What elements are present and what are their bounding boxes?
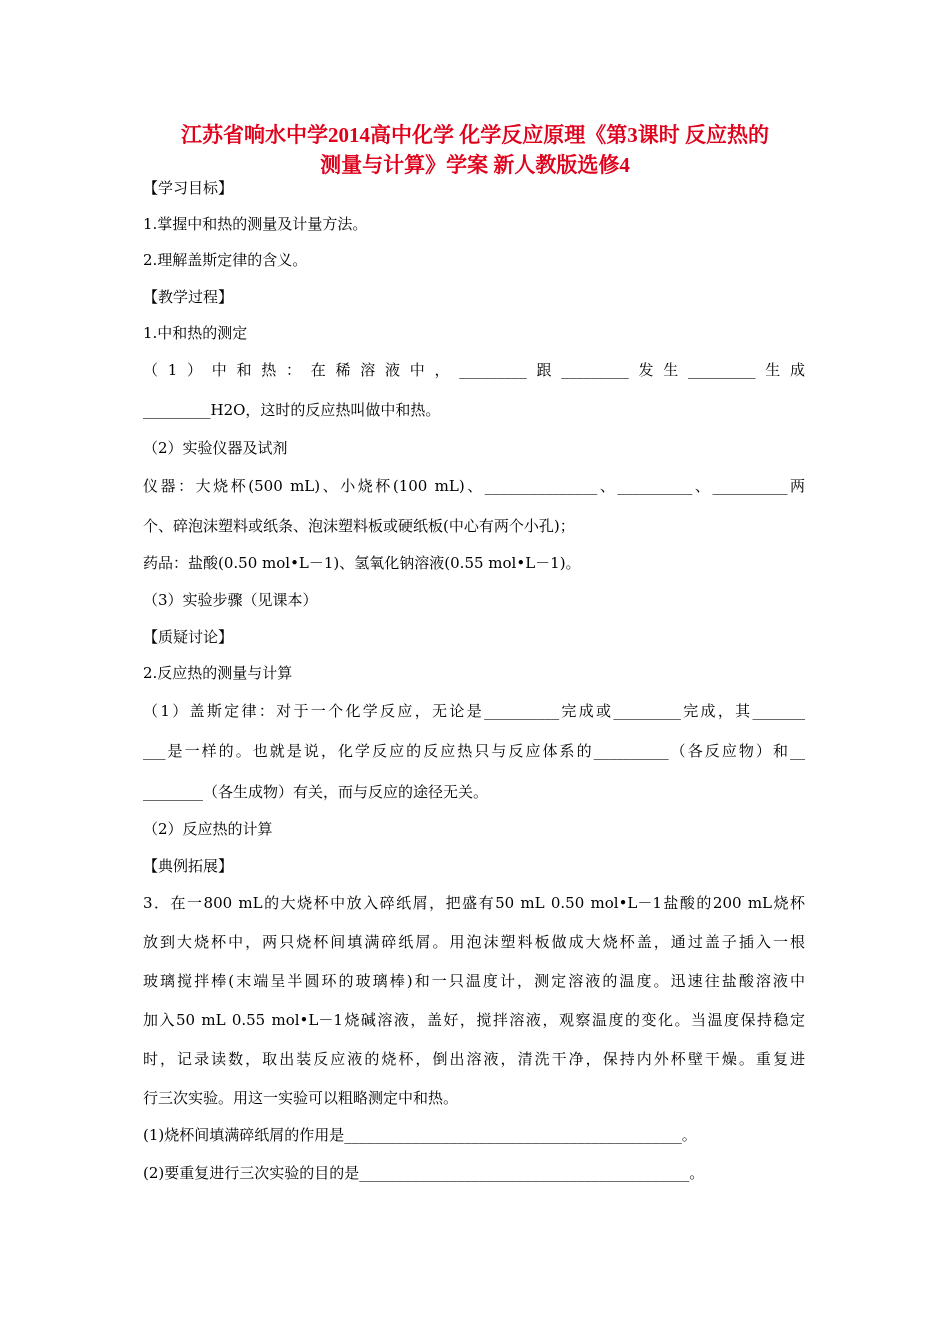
subheading-steps: （3）实验步骤（见课本） xyxy=(143,591,318,609)
subheading-instruments: （2）实验仪器及试剂 xyxy=(143,439,288,457)
fill-in-neutralization-heat-cont: _________H2O，这时的反应热叫做中和热。 xyxy=(143,401,441,419)
hess-law-line-1: （1）盖斯定律：对于一个化学反应，无论是__________完成或_________完成，其_______ xyxy=(143,702,805,720)
objective-2: 2.理解盖斯定律的含义。 xyxy=(143,251,308,269)
document-title-line-2: 测量与计算》学案 新人教版选修4 xyxy=(320,153,630,177)
section-heading-discussion: 【质疑讨论】 xyxy=(143,628,234,646)
example-text-line-1: 3．在一800 mL的大烧杯中放入碎纸屑，把盛有50 mL 0.50 mol•L－1盐酸的200 mL烧杯 xyxy=(143,894,805,912)
objective-1: 1.掌握中和热的测量及计量方法。 xyxy=(143,215,368,233)
subheading-heat-calc: （2）反应热的计算 xyxy=(143,820,273,838)
example-text-line-6: 行三次实验。用这一实验可以粗略测定中和热。 xyxy=(143,1089,459,1107)
instruments-line-cont: 个、碎泡沫塑料或纸条、泡沫塑料板或硬纸板(中心有两个小孔)； xyxy=(143,517,575,535)
section-heading-examples: 【典例拓展】 xyxy=(143,857,234,875)
fill-in-neutralization-heat: （1）中和热：在稀溶液中，_________跟_________发生_________生成 xyxy=(143,361,805,379)
hess-law-line-3: ________（各生成物）有关，而与反应的途径无关。 xyxy=(143,783,489,801)
example-text-line-5: 时，记录读数，取出装反应液的烧杯，倒出溶液，清洗干净，保持内外杯壁干燥。重复进 xyxy=(143,1050,805,1068)
question-2: (2)要重复进行三次实验的目的是____________________________________________。 xyxy=(143,1164,705,1182)
example-text-line-2: 放到大烧杯中，两只烧杯间填满碎纸屑。用泡沫塑料板做成大烧杯盖，通过盖子插入一根 xyxy=(143,933,805,951)
question-1: (1)烧杯间填满碎纸屑的作用是_____________________________________________。 xyxy=(143,1126,697,1144)
example-text-line-4: 加入50 mL 0.55 mol•L－1烧碱溶液，盖好，搅拌溶液，观察温度的变化。当温度保持稳定 xyxy=(143,1011,805,1029)
example-text-line-3: 玻璃搅拌棒(末端呈半圆环的玻璃棒)和一只温度计，测定溶液的温度。迅速往盐酸溶液中 xyxy=(143,972,805,990)
instruments-line: 仪器：大烧杯(500 mL)、小烧杯(100 mL)、_______________、__________、__________两 xyxy=(143,477,805,495)
reagents-line: 药品：盐酸(0.50 mol•L－1)、氢氧化钠溶液(0.55 mol•L－1)。 xyxy=(143,554,581,572)
hess-law-line-2: ___是一样的。也就是说，化学反应的反应热只与反应体系的__________（各反应物）和__ xyxy=(143,742,805,760)
section-heading-process: 【教学过程】 xyxy=(143,288,234,306)
document-title-line-1: 江苏省响水中学2014高中化学 化学反应原理《第3课时 反应热的 xyxy=(181,123,769,147)
subheading-neutralization: 1.中和热的测定 xyxy=(143,324,248,342)
section-heading-objectives: 【学习目标】 xyxy=(143,179,234,197)
subheading-calculation: 2.反应热的测量与计算 xyxy=(143,664,293,682)
